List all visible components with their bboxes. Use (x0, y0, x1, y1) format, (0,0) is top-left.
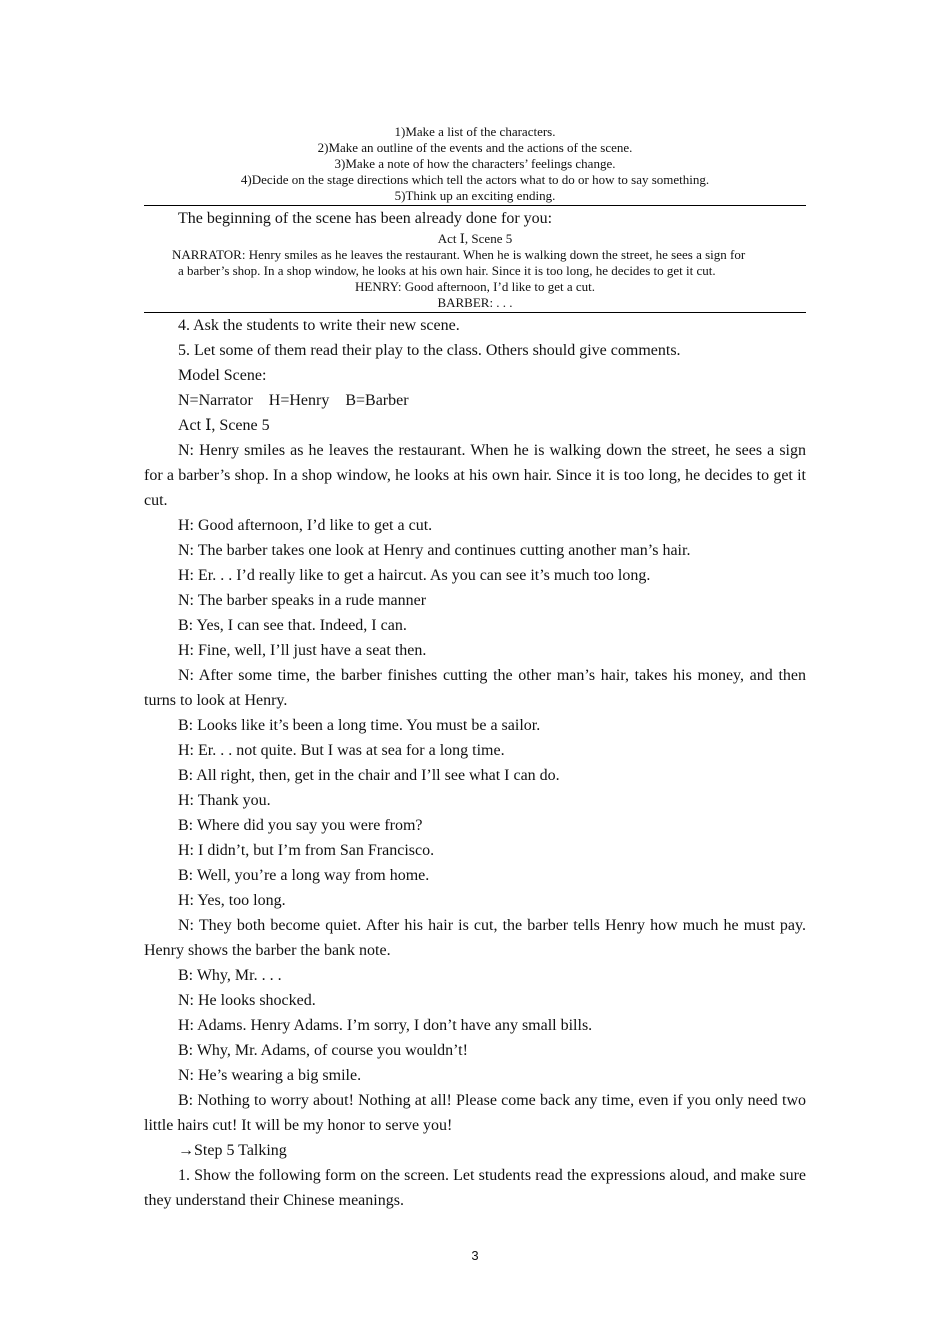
task-step: 2)Make an outline of the events and the actions of the scene. (317, 140, 633, 155)
task-step: 5)Think up an exciting ending. (394, 188, 556, 203)
task-step: 4)Decide on the stage directions which tell the actors what to do or how to say something. (240, 172, 710, 187)
paragraph: B: Why, Mr. . . . (178, 967, 282, 984)
paragraph: B: Looks like it’s been a long time. You must be a sailor. (178, 717, 541, 734)
paragraph: B: Where did you say you were from? (178, 817, 423, 834)
task-step: 1)Make a list of the characters. (394, 124, 556, 139)
scene-intro: The beginning of the scene has been already done for you: (178, 210, 553, 227)
divider-rule (144, 205, 806, 206)
paragraph: H: Thank you. (178, 792, 271, 809)
body-text (144, 313, 806, 1213)
paragraph: 4. Ask the students to write their new scene. (178, 317, 460, 334)
scene-narrator-line: a barber’s shop. In a shop window, he looks at his own hair. Since it is too long, he decides to get it cut. (178, 263, 716, 278)
paragraph: H: Good afternoon, I’d like to get a cut. (178, 517, 433, 534)
paragraph: Model Scene: (178, 367, 267, 384)
paragraph: N: The barber speaks in a rude manner (178, 592, 427, 609)
paragraph: H: Fine, well, I’ll just have a seat then. (178, 642, 427, 659)
paragraph: H: Yes, too long. (178, 892, 286, 909)
paragraph: N: They both become quiet. After his hair is cut, the barber tells Henry how much he must pay. Henry shows the barber the bank note. (144, 917, 806, 959)
task-step: 3)Make a note of how the characters’ feelings change. (334, 156, 616, 171)
paragraph: 5. Let some of them read their play to the class. Others should give comments. (178, 342, 681, 359)
paragraph: Act Ⅰ, Scene 5 (178, 417, 270, 434)
task-steps-box (144, 124, 806, 204)
scene-heading: Act Ⅰ, Scene 5 (437, 231, 513, 246)
paragraph: B: Nothing to worry about! Nothing at all! Please come back any time, even if you only need two little hairs cut! It will be my honor to serve you! (144, 1092, 806, 1134)
paragraph: B: Well, you’re a long way from home. (178, 867, 430, 884)
paragraph: H: Er. . . I’d really like to get a haircut. As you can see it’s much too long. (178, 567, 651, 584)
scene-start-box (144, 231, 806, 311)
scene-barber-line: BARBER: . . . (437, 295, 513, 310)
paragraph: N=Narrator H=Henry B=Barber (178, 392, 409, 409)
paragraph: H: I didn’t, but I’m from San Francisco. (178, 842, 435, 859)
paragraph: H: Er. . . not quite. But I was at sea for a long time. (178, 742, 505, 759)
paragraph: N: He looks shocked. (178, 992, 316, 1009)
paragraph: N: The barber takes one look at Henry and continues cutting another man’s hair. (178, 542, 691, 559)
page-number: 3 (471, 1248, 479, 1263)
step-heading: →Step 5 Talking (178, 1142, 287, 1159)
paragraph: H: Adams. Henry Adams. I’m sorry, I don’t have any small bills. (178, 1017, 593, 1034)
scene-henry-line: HENRY: Good afternoon, I’d like to get a cut. (355, 279, 595, 294)
paragraph: N: Henry smiles as he leaves the restaurant. When he is walking down the street, he sees a sign for a barber’s shop. In a shop window, he looks at his own hair. Since it is too long, he decides to get it cut. (144, 442, 806, 509)
scene-narrator-line: NARRATOR: Henry smiles as he leaves the restaurant. When he is walking down the street, he sees a sign for (172, 247, 746, 262)
paragraph: B: Yes, I can see that. Indeed, I can. (178, 617, 407, 634)
paragraph: N: After some time, the barber finishes cutting the other man’s hair, takes his money, and then turns to look at Henry. (144, 667, 806, 709)
paragraph: 1. Show the following form on the screen. Let students read the expressions aloud, and make sure they understand their Chinese meanings. (144, 1167, 806, 1209)
paragraph: B: All right, then, get in the chair and I’ll see what I can do. (178, 767, 560, 784)
paragraph: N: He’s wearing a big smile. (178, 1067, 362, 1084)
paragraph: B: Why, Mr. Adams, of course you wouldn’t! (178, 1042, 468, 1059)
